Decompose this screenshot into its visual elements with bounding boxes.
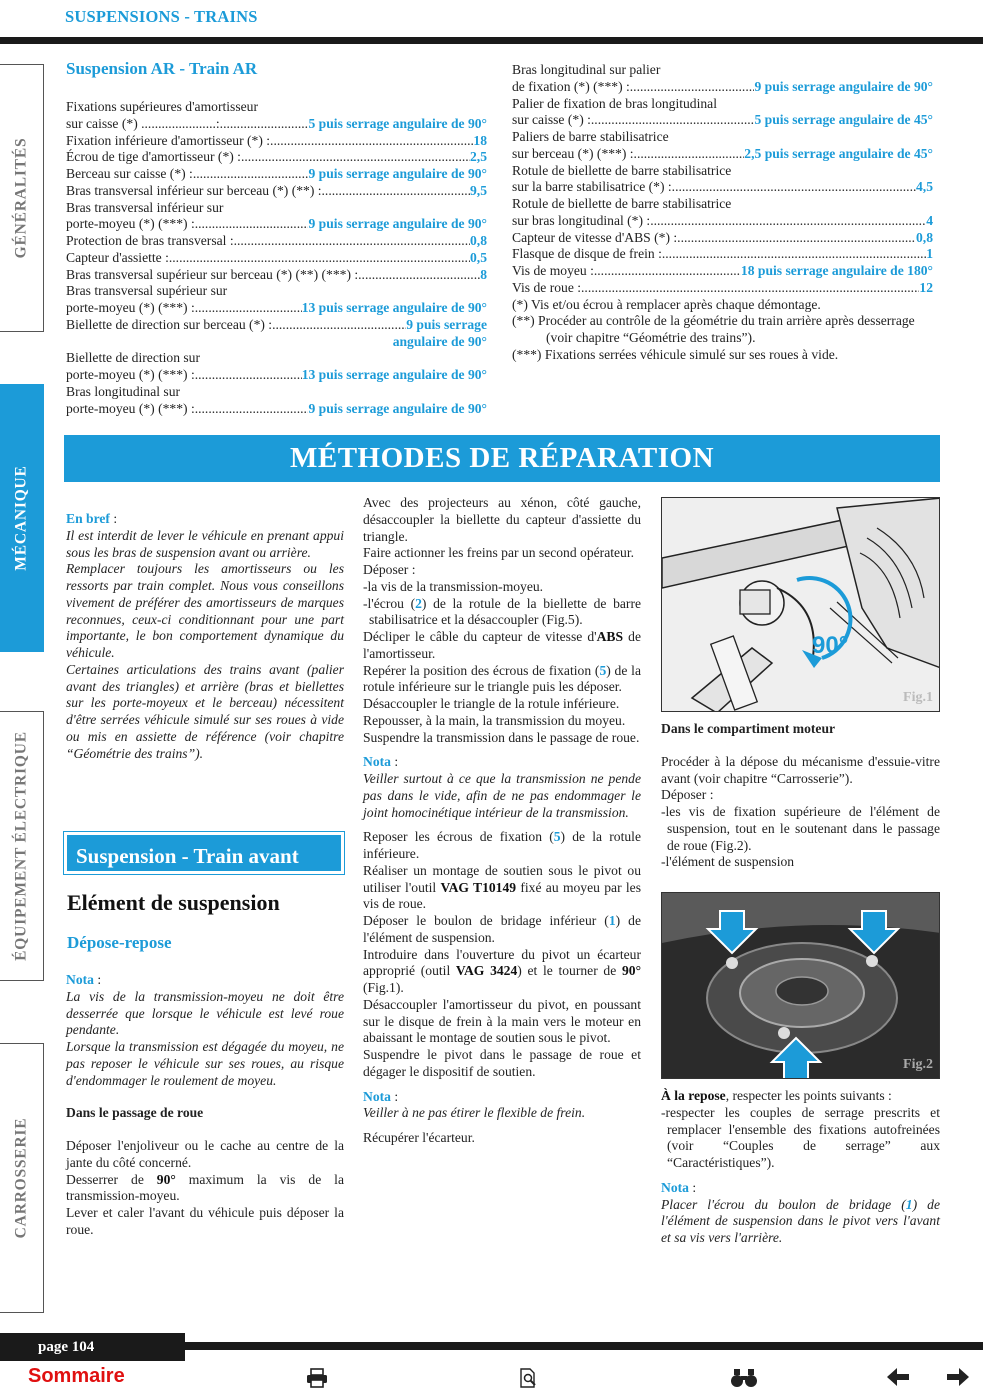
spec-label: Biellette de direction sur [66, 350, 201, 366]
nota-paragraph: Placer l'écrou du boulon de bridage (1) de l'élément de suspension dans le pivot vers l'avant et sa vis vers l'arrière. [661, 1196, 940, 1245]
figure-1-caption: Dans le compartiment moteur [661, 721, 836, 736]
spec-label: Palier de fixation de bras longitudinal [512, 95, 717, 111]
paragraph: Déposer l'enjoliveur ou le cache au centre de la jante du côté concerné. [66, 1138, 344, 1170]
paragraph: Suspendre la transmission dans le passage de roue. [363, 729, 640, 745]
spec-row: Vis de moyeu : ..... 18 puis serrage angulaire de 180° [512, 263, 933, 280]
paragraph: À la repose, respecter les points suivants : [661, 1088, 892, 1103]
section-title: Elément de suspension [67, 890, 280, 915]
en-bref-label: En bref [66, 511, 110, 526]
section-subtitle: Dépose-repose [67, 933, 172, 952]
paragraph: Décliper le câble du capteur de vitesse d'ABS de l'amortisseur. [363, 629, 641, 661]
spec-row: porte-moyeu (*) (***) : ..... 13 puis serrage angulaire de 90° [66, 367, 487, 384]
paragraph: Avec des projecteurs au xénon, côté gauche, désaccoupler la biellette du capteur d'assiette du triangle. [363, 495, 641, 544]
tab-mecanique[interactable] [0, 384, 44, 652]
paragraph: -la vis de la transmission-moyeu. [363, 578, 544, 594]
paragraph: Introduire dans l'ouverture du pivot un écarteur approprié (outil VAG 3424) et le tourner de 90° (Fig.1). [363, 946, 641, 995]
paragraph: Procéder à la dépose du mécanisme d'essuie-vitre avant (voir chapitre “Carrosserie”). [661, 753, 940, 786]
printer-icon[interactable] [306, 1368, 328, 1390]
spec-row: sur caisse (*) ......................: ..... 5 puis serrage angulaire de 90° [66, 116, 487, 133]
spec-label: Bras transversal inférieur sur [66, 199, 224, 215]
tab-carrosserie-label: CARROSSERIE [12, 1117, 30, 1239]
sommaire-link[interactable]: Sommaire [28, 1365, 125, 1387]
tab-mecanique-label: MÉCANIQUE [12, 465, 30, 571]
nota-paragraph: Lorsque la transmission est dégagée du moyeu, ne pas reposer le véhicule sur ses roues, au risque d'endommager le roulement de moyeu. [66, 1039, 344, 1088]
paragraph: -les vis de fixation supérieure de l'élément de suspension, tout en le soutenant dans le passage de roue (Fig.2). [661, 804, 940, 853]
spec-row: Bras transversal inférieur sur berceau (*) (**) : ..... 9,5 [66, 183, 487, 200]
spec-row: Vis de roue : ..... 12 [512, 280, 933, 297]
column-2: Avec des projecteurs au xénon, côté gauche, désaccoupler la biellette du capteur d'assiette du triangle. Faire actionner les freins par un second opérateur. Déposer : -la vis de la transmission-moyeu. -l'écrou (2) de la rotule de la biellette de barre stabilisatrice et la désaccoupler (Fig.5). Décliper le câble du capteur de vitesse d'ABS de l'amortisseur. Repérer la position des écrous de fixation (5) de la rotule inférieure sur le triangle puis les déposer. Désaccoupler le triangle de la rotule inférieure. Repousser, à la main, la transmission du moyeu. Suspendre la transmission dans le passage de roue. Nota : Veiller surtout à ce que la transmission ne pende pas dans le vide, afin de ne pas endommager le joint homocinétique intérieur de la transmission. Reposer les écrous de fixation (5) de la rotule inférieure. Réaliser un montage de soutien sous le pivot ou utiliser l'outil VAG T10149 fixé au moyeu par les vis de roue. Déposer le boulon de bridage inférieur (1) de l'élément de suspension. Introduire dans l'ouverture du pivot un écarteur approprié (outil VAG 3424) et le tourner de 90° (Fig.1). Désaccoupler l'amortisseur du pivot, en poussant sur le disque de frein à la main vers le moteur en abaissant le montage de soutien sous le pivot. Suspendre le pivot dans le passage de roue et dégager le dispositif de soutien. Nota : Veiller à ne pas étirer le flexible de frein. Récupérer l'écarteur. [363, 495, 642, 1145]
tab-generalites[interactable] [0, 64, 44, 332]
spec-label: Paliers de barre stabilisatrice [512, 129, 669, 144]
spec-row: sur bras longitudinal (*) : ..... 4 [512, 213, 933, 230]
figure-1-angle-label: 90° [812, 632, 849, 659]
paragraph: Lever et caler l'avant du véhicule puis déposer la roue. [66, 1205, 344, 1237]
spec-row: Capteur de vitesse d'ABS (*) : ..... 0,8 [512, 230, 933, 247]
spec-row: Fixation inférieure d'amortisseur (*) : ..... 18 [66, 133, 487, 150]
spec-value-continued: angulaire de 90° [392, 333, 487, 349]
figure-1-label: Fig.1 [903, 690, 933, 706]
paragraph: -l'élément de suspension [661, 854, 795, 870]
arrow-right-icon[interactable] [947, 1368, 969, 1388]
spec-row: sur berceau (*) (***) : ..... 2,5 puis serrage angulaire de 45° [512, 146, 933, 163]
nota-paragraph: Veiller à ne pas étirer le flexible de frein. [363, 1105, 586, 1121]
column-3-lower: À la repose, respecter les points suivants : -respecter les couples de serrage prescrits et remplacer l'ensemble des fixations autofreinées (voir “Couples de serrage” aux “Caractéristiques”). Nota : Placer l'écrou du boulon de bridage (1) de l'élément de suspension dans le pivot vers l'avant et sa vis vers l'arrière. [661, 1088, 940, 1245]
spec-footnote: (*) Vis et/ou écrou à remplacer après chaque démontage. [512, 296, 821, 312]
figure-2-photo [661, 892, 940, 1079]
en-bref-paragraph: Certaines articulations des trains avant (palier avant des triangles) et arrière (bras et biellettes sur les porte-moyeux et le berceau) nécessitent d'être serrées véhicule simulé sur ses roues à vide ou mis en assiette de référence (voir chapitre “Géométrie des trains”). [66, 661, 344, 761]
spec-row: Capteur d'assiette : ..... 0,5 [66, 250, 487, 267]
page-number: page 104 [0, 1333, 185, 1361]
paragraph: Faire actionner les freins par un second opérateur. [363, 545, 635, 561]
spec-label: Fixations supérieures d'amortisseur [66, 99, 258, 114]
nota-label: Nota [661, 1179, 689, 1195]
header-rule [0, 37, 983, 44]
spec-row: Berceau sur caisse (*) : ..... 9 puis serrage angulaire de 90° [66, 166, 487, 183]
spec-row: sur caisse (*) : ..... 5 puis serrage angulaire de 45° [512, 112, 933, 129]
spec-row: Écrou de tige d'amortisseur (*) : ..... 2,5 [66, 149, 487, 166]
specs-right-column [512, 62, 933, 364]
column-1: En bref : Il est interdit de lever le véhicule en prenant appui sous les bras de suspension avant ou arrière. Remplacer toujours les amortisseurs ou les ressorts par train complet. Nous vous conseillons vivement de préférer des amortisseurs de marques reconnues, ceux-ci conditionnant pour une part importante, le bon comportement dynamique du véhicule. Certaines articulations des trains avant (palier avant des triangles) et arrière (bras et biellettes sur les porte-moyeux et le berceau) nécessitent d'être serrées véhicule simulé sur ses roues à vide ou mis en assiette de référence (voir chapitre “Géométrie des trains”). [66, 511, 344, 761]
tab-equipement-electrique-label: ÉQUIPEMENT ÉLECTRIQUE [12, 731, 30, 961]
spec-label: Rotule de biellette de barre stabilisatrice [512, 162, 732, 178]
column-3 [661, 721, 940, 871]
section-box-train-avant: Suspension - Train avant [64, 832, 344, 874]
section-header-title: SUSPENSIONS - TRAINS [65, 7, 258, 26]
tab-equipement-electrique[interactable] [0, 711, 44, 981]
arrow-left-icon[interactable] [887, 1368, 909, 1388]
paragraph: -l'écrou (2) de la rotule de la biellette de barre stabilisatrice et la désaccoupler (Fig.5). [363, 595, 642, 628]
nota-label: Nota [363, 1088, 391, 1104]
specs-title: Suspension AR - Train AR [66, 59, 258, 78]
paragraph: Repérer la position des écrous de fixation (5) de la rotule inférieure sur le triangle puis les déposer. [363, 662, 641, 695]
nota-paragraph: La vis de la transmission-moyeu ne doit être desserrée que lorsque le véhicule est levé roue pendante. [66, 988, 344, 1038]
search-page-icon[interactable] [519, 1368, 539, 1390]
spec-row: porte-moyeu (*) (***) : ..... 9 puis serrage angulaire de 90° [66, 401, 487, 418]
footer-rule [185, 1342, 983, 1350]
en-bref-paragraph: Il est interdit de lever le véhicule en prenant appui sous les bras de suspension avant ou arrière. [66, 527, 344, 560]
spec-label: Bras longitudinal sur palier [512, 62, 661, 77]
paragraph: Désaccoupler le triangle de la rotule inférieure. [363, 696, 620, 711]
spec-footnote: (**) Procéder au contrôle de la géométrie du train arrière après desserrage (voir chapitre “Géométrie des trains”). [512, 313, 915, 345]
figure-1-photo [661, 497, 940, 712]
spec-row: Flasque de disque de frein : ..... 1 [512, 246, 933, 263]
paragraph: Déposer : [661, 787, 714, 803]
binoculars-icon[interactable] [731, 1368, 757, 1390]
figure-2-label: Fig.2 [903, 1057, 933, 1073]
paragraph: Repousser, à la main, la transmission du moyeu. [363, 712, 626, 728]
paragraph: Désaccoupler l'amortisseur du pivot, en poussant sur le disque de frein à la main vers le moteur en abaissant le montage de soutien sous le pivot. [363, 996, 641, 1046]
figure-2-drawing [662, 893, 940, 1079]
figure-1-drawing [662, 498, 940, 712]
paragraph: Récupérer l'écarteur. [363, 1130, 475, 1145]
tab-generalites-label: GÉNÉRALITÉS [12, 137, 30, 259]
spec-row: sur la barre stabilisatrice (*) : ..... 4,5 [512, 179, 933, 196]
specs-left-column [66, 99, 487, 417]
spec-label: Bras longitudinal sur [66, 383, 181, 399]
nota-paragraph: Veiller surtout à ce que la transmission ne pende pas dans le vide, afin de ne pas endommager le joint homocinétique intérieur de la transmission. [363, 771, 641, 820]
nota-label: Nota [66, 972, 94, 987]
spec-row: Protection de bras transversal : ..... 0,8 [66, 233, 487, 250]
spec-footnote: (***) Fixations serrées véhicule simulé sur ses roues à vide. [512, 346, 839, 362]
paragraph: -respecter les couples de serrage prescrits et remplacer l'ensemble des fixations autofreinées (voir “Couples de serrage” aux “Caractéristiques”). [661, 1104, 940, 1170]
nota-label: Nota [363, 754, 391, 770]
spec-label: Bras transversal supérieur sur [66, 283, 228, 299]
spec-label: Rotule de biellette de barre stabilisatrice [512, 196, 732, 211]
passage-heading: Dans le passage de roue [66, 1105, 204, 1121]
spec-row: porte-moyeu (*) (***) : ..... 9 puis serrage angulaire de 90° [66, 216, 487, 233]
tab-carrosserie[interactable] [0, 1043, 44, 1313]
spec-row: Bras transversal supérieur sur berceau (*) (**) (***) : ..... 8 [66, 267, 487, 284]
paragraph: Déposer le boulon de bridage inférieur (1) de l'élément de suspension. [363, 913, 641, 945]
paragraph: Suspendre le pivot dans le passage de roue et dégager le dispositif de soutien. [363, 1047, 641, 1079]
paragraph: Desserrer de 90° maximum la vis de la transmission-moyeu. [66, 1171, 344, 1204]
spec-row: Biellette de direction sur berceau (*) : ..... 9 puis serrage [66, 317, 487, 334]
paragraph: Déposer : [363, 562, 416, 577]
spec-row: porte-moyeu (*) (***) : ..... 13 puis serrage angulaire de 90° [66, 300, 487, 317]
en-bref-paragraph: Remplacer toujours les amortisseurs ou les ressorts par train complet. Nous vous conseillons vivement de préférer des amortisseurs de marques reconnues, ceux-ci conditionnant pour une part importante, le bon comportement dynamique du véhicule. [66, 561, 344, 660]
methods-banner: MÉTHODES DE RÉPARATION [64, 435, 940, 482]
paragraph: Réaliser un montage de soutien sous le pivot ou utiliser l'outil VAG T10149 fixé au moyeu par les vis de roue. [363, 862, 641, 912]
column-1-lower: Nota : La vis de la transmission-moyeu ne doit être desserrée que lorsque le véhicule est levé roue pendante. Lorsque la transmission est dégagée du moyeu, ne pas reposer le véhicule sur ses roues, au risque d'endommager le roulement de moyeu. Dans le passage de roue Déposer l'enjoliveur ou le cache au centre de la jante du côté concerné. Desserrer de 90° maximum la vis de la transmission-moyeu. Lever et caler l'avant du véhicule puis déposer la roue. [66, 972, 344, 1237]
paragraph: Reposer les écrous de fixation (5) de la rotule inférieure. [363, 829, 641, 861]
spec-row: de fixation (*) (***) : ..... 9 puis serrage angulaire de 90° [512, 79, 933, 96]
